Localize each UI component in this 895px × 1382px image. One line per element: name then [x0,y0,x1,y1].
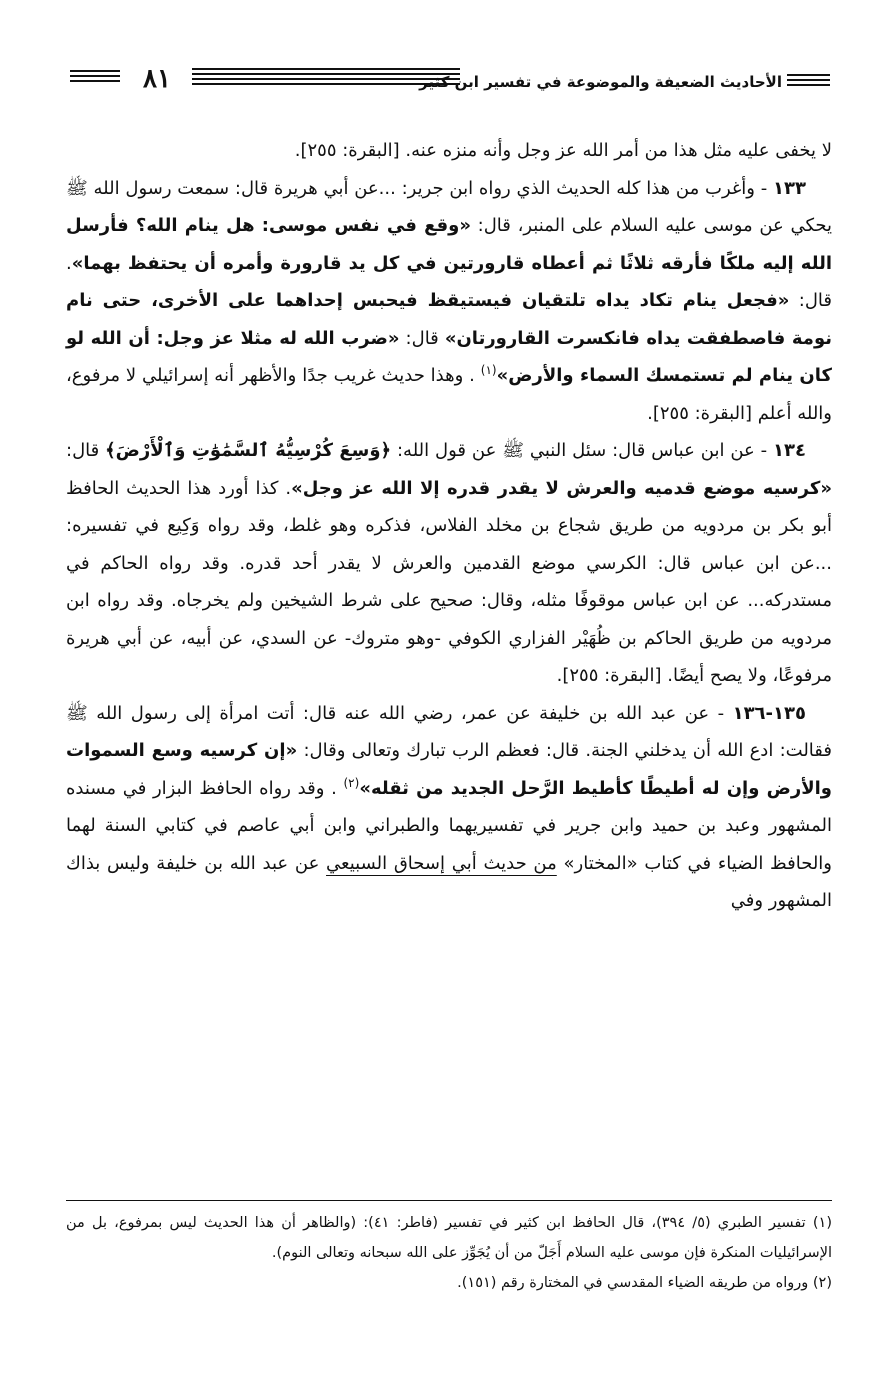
hadith-number: ١٣٤ [773,440,807,461]
hadith-134 [66,432,832,695]
running-header [70,64,830,104]
paragraph-continuation: لا يخفى عليه مثل هذا من أمر الله عز وجل وأنه منزه عنه. [البقرة: ٢٥٥]. [294,140,832,161]
narration-text: . قال: [66,252,833,311]
footnote-ref-2: (٢) [343,775,360,790]
footnote-2: (٢) ورواه من طريقه الضياء المقدسي في المختارة رقم (١٥١). [457,1275,832,1291]
underlined-text: من حديث أبي إسحاق السبيعي [326,852,557,874]
hadith-133 [66,170,832,433]
commentary-text: . كذا أورد هذا الحديث الحافظ أبو بكر بن مردويه من طريق شجاع بن مخلد الفلاس، فذكره وهو غلط، وقد رواه وَكِيع في تفسيره: ...عن ابن عباس قال: الكرسي موضع القدمين والعرش لا يقدر أحد قدره. وقد رواه الحاكم في مستدركه... عن ابن عباس موقوفًا مثله، وقال: صحيح على شرط الشيخين ولم يخرجاه. وقد رواه ابن مردويه من طريق الحاكم بن ظُهَيْر الفزاري الكوفي -وهو متروك- عن السدي، عن أبيه، عن أبي هريرة مرفوعًا، ولا يصح أيضًا. [البقرة: ٢٥٥]. [66,477,832,686]
running-title: الأحاديث الضعيفة والموضوعة في تفسير ابن كثير [419,73,782,91]
hadith-text: «فجعل ينام تكاد يداه تلتقيان فيستيقظ فيحبس إحداهما على الأخرى، حتى نام نومة فاصطفقت يداه فانكسرت القارورتان» [66,290,832,349]
footnote-ref-1: (١) [480,363,497,377]
hadith-text: «إن كرسيه وسع السموات والأرض وإن له أطيطًا كأطيط الرَّحل الجديد من ثقله» [66,740,832,799]
hadith-text: «كرسيه موضع قدميه والعرش لا يقدر قدره إلا الله عز وجل» [291,477,832,499]
hadith-number: ١٣٥-١٣٦ [732,702,806,724]
narration-text: - وأغرب من هذا كله الحديث الذي رواه ابن جرير: ...عن أبي هريرة قال: سمعت رسول الله ﷺ يحكي عن موسى عليه السلام على المنبر، قال: [66,177,833,236]
hadith-135-136 [66,695,832,920]
body-text [66,132,832,1192]
narration-text: قال: [399,327,445,349]
footnotes [66,1208,832,1298]
commentary-text: عن عبد الله بن خليفة وليس بذاك المشهور وفي [66,852,832,911]
hadith-number: ١٣٣ [773,177,806,199]
quran-verse: ﴿وَسِعَ كُرْسِيُّهُ ٱلسَّمَٰوَٰتِ وَٱلْأَرْضَ﴾ [105,440,392,461]
commentary-text: . وقد رواه الحافظ البزار في مسنده المشهور وعبد بن حميد وابن جرير في تفسيريهما والطبراني وابن أبي عاصم في كتابي السنة لهما والحافظ الضياء في كتاب «المختار» [66,777,833,874]
hadith-text: «وقع في نفس موسى: هل ينام الله؟ فأرسل الله إليه ملكًا فأرقه ثلاثًا ثم أعطاه قارورتين في كل يد قارورة وأمره أن يحتفظ بهما» [66,215,832,274]
narration-text: قال: [66,440,106,461]
narration-text: - عن عبد الله بن خليفة عن عمر، رضي الله عنه قال: أتت امرأة إلى رسول الله ﷺ فقالت: ادع الله أن يدخلني الجنة. قال: فعظم الرب تبارك وتعالى وقال: [66,702,832,761]
header-rule-left [70,70,120,85]
page-number: ٨١ [143,64,171,94]
footnote-separator [66,1200,832,1201]
footnote-1: (١) تفسير الطبري (٥/ ٣٩٤)، قال الحافظ ابن كثير في تفسير (فاطر: ٤١): (والظاهر أن هذا الحديث ليس بمرفوع، بل من الإسرائيليات المنكرة فإن موسى عليه السلام أَجَلّ من أن يُجَوِّز على الله سبحانه وتعالى النوم). [66,1215,833,1261]
header-rule-right [787,74,830,89]
narration-text: - عن ابن عباس قال: سئل النبي ﷺ عن قول الله: [391,440,774,461]
hadith-text: «ضرب الله له مثلا عز وجل: أن الله لو كان ينام لم تستمسك السماء والأرض» [66,327,832,386]
commentary-text: . وهذا حديث غريب جدًا والأظهر أنه إسرائيلي لا مرفوع، والله أعلم [البقرة: ٢٥٥]. [66,365,832,424]
